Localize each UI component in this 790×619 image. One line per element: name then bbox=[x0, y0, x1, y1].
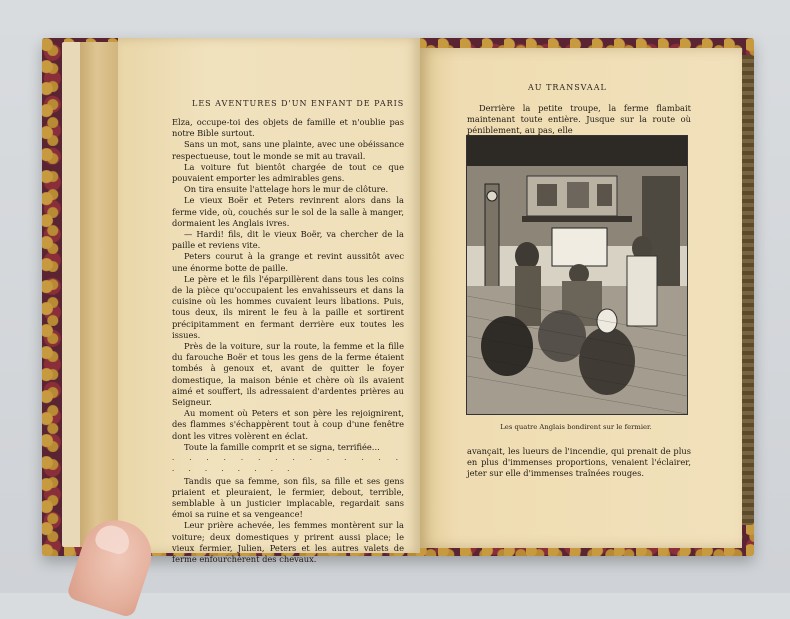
paragraph: Le père et le fils l'éparpillèrent dans tous les coins de la pièce qu'occupaient les envahisseurs et dans la cuisine où les hommes cuvaient leurs libations. Puis, tous deux, ils mirent le feu à la paille et sortirent précipitamment en fermant derrière eux toutes les issues. bbox=[172, 273, 404, 340]
paragraph: Au moment où Peters et son père les rejoignirent, des flammes s'échappèrent tout à coup d'une fenêtre dont les vitres volèrent en éclat. bbox=[172, 408, 404, 441]
paragraph: Elza, occupe-toi des objets de famille et n'oublie pas notre Bible surtout. bbox=[172, 117, 404, 139]
right-running-head: AU TRANSVAAL bbox=[528, 83, 607, 92]
left-running-head: LES AVENTURES D'UN ENFANT DE PARIS bbox=[192, 99, 405, 108]
illustration-caption: Les quatre Anglais bondirent sur le fermier. bbox=[500, 423, 652, 431]
paragraph: — Hardi! fils, dit le vieux Boër, va chercher de la paille et reviens vite. bbox=[172, 229, 404, 251]
paragraph: La voiture fut bientôt chargée de tout ce que pouvaient emporter les admirables gens. bbox=[172, 161, 404, 184]
paragraph: On tira ensuite l'attelage hors le mur de clôture. bbox=[184, 184, 389, 195]
gutter bbox=[80, 42, 122, 547]
paragraph: Tandis que sa femme, son fils, sa fille et ses gens priaient et pleuraient, le fermier, debout, terrible, semblable à un justicier implacable, regardait sans émoi sa ruine et sa vengeance! bbox=[172, 475, 404, 520]
ellipsis-line: . . . . . . . . . . . . . . . . . . . . . . bbox=[172, 454, 404, 474]
left-page-text bbox=[172, 117, 404, 565]
paragraph: Leur prière achevée, les femmes montèrent sur la voiture; deux domestiques y prirent aussi place; le vieux fermier, Julien, Peters et les autres valets de ferme enfourchèrent des chevaux. bbox=[172, 520, 404, 564]
left-page bbox=[118, 38, 420, 564]
paragraph: Peters courut à la grange et revint aussitôt avec une énorme botte de paille. bbox=[172, 251, 404, 273]
right-bottom-text bbox=[467, 446, 691, 480]
paragraph: avançait, les lueurs de l'incendie, qui prenait de plus en plus d'immenses proportions, venaient l'éclairer, jeter sur elle d'immenses traînées rouges. bbox=[467, 446, 691, 479]
engraving-illustration bbox=[466, 135, 688, 415]
paragraph: Le vieux Boër et Peters revinrent alors dans la ferme vide, où, couchés sur le sol de la salle à manger, dormaient les Anglais ivres. bbox=[172, 195, 404, 228]
paragraph: Derrière la petite troupe, la ferme flambait maintenant toute entière. Jusque sur la route où péniblement, au pas, elle bbox=[467, 103, 691, 136]
paragraph: Près de la voiture, sur la route, la femme et la fille du farouche Boër et tous les gens de la ferme étaient tombés à genoux et, avant de quitter le foyer domestique, la maison bénie et chère où ils avaient aimé et souffert, ils adressaient d'ardentes prières au Seigneur. bbox=[172, 341, 404, 408]
right-top-text bbox=[467, 103, 691, 137]
paragraph: Toute la famille comprit et se signa, terrifiée... bbox=[184, 441, 380, 452]
paragraph: Sans un mot, sans une plainte, avec une obéissance respectueuse, tout le monde se mit au travail. bbox=[172, 139, 404, 161]
engraving-scene bbox=[467, 136, 687, 414]
